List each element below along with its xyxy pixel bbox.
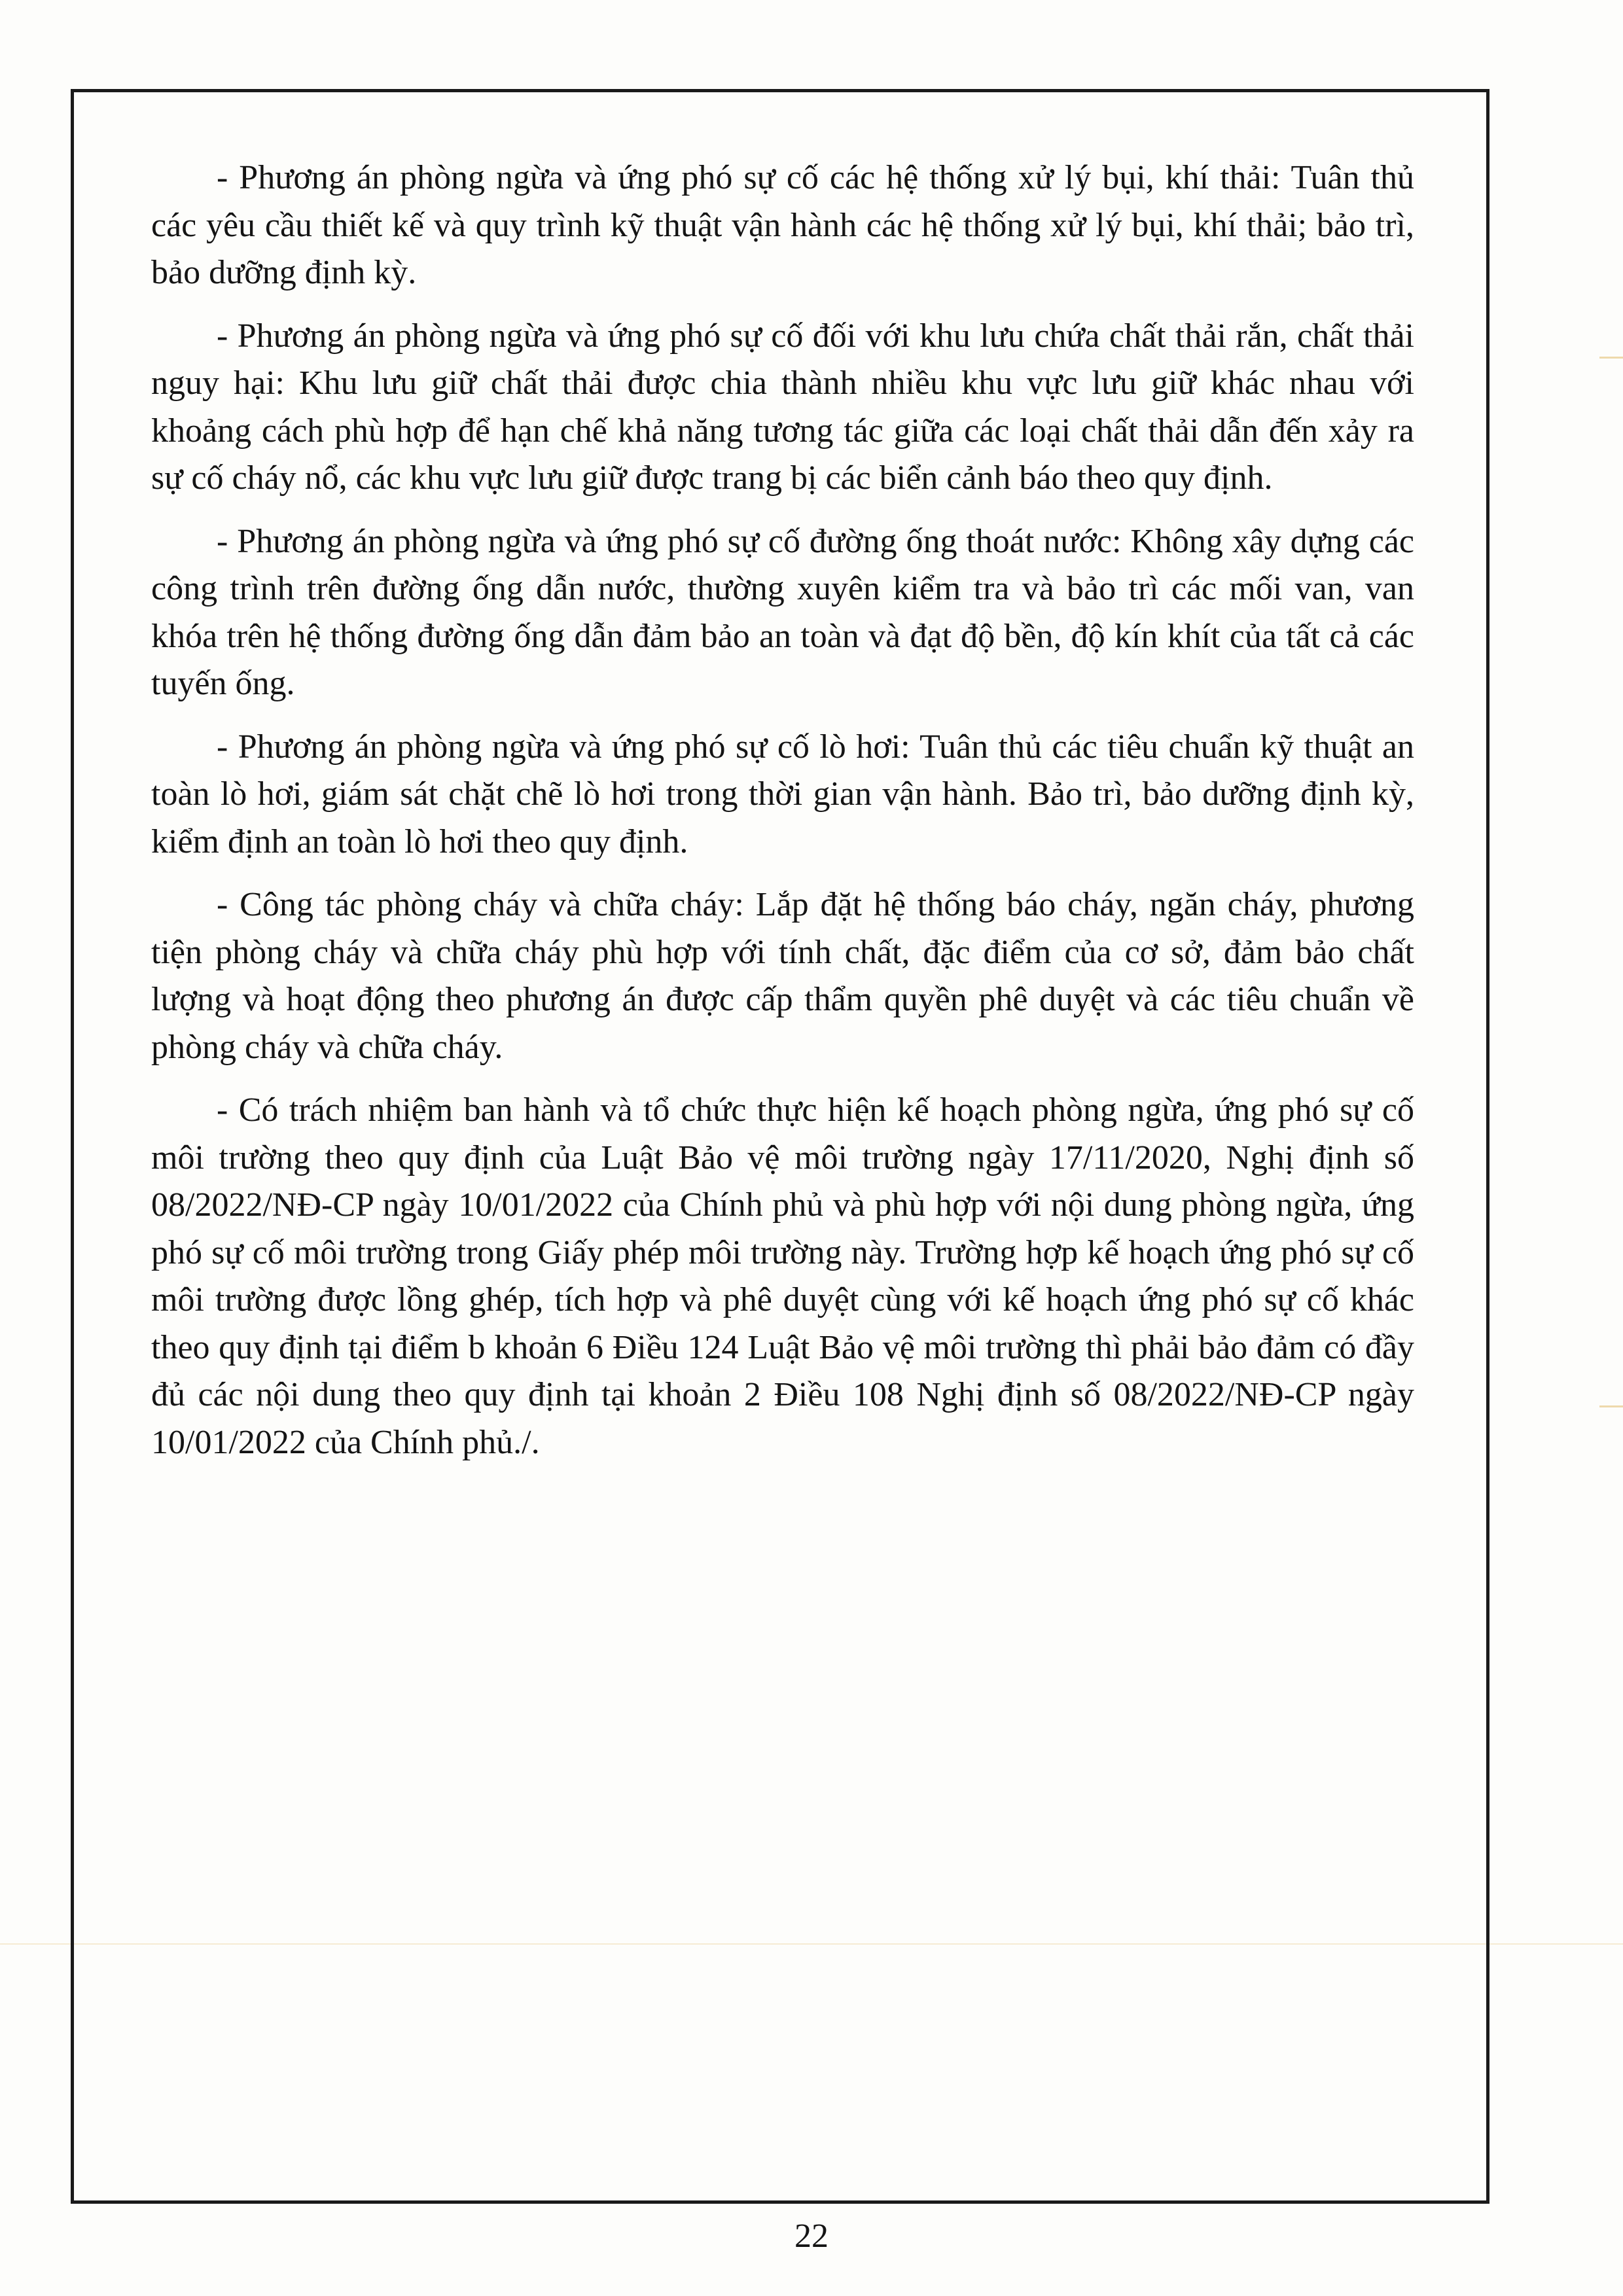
paragraph-solid-hazardous-waste-storage: - Phương án phòng ngừa và ứng phó sự cố đối với khu lưu chứa chất thải rắn, chất thải nguy hại: Khu lưu giữ chất thải được chia thành nhiều khu vực lưu giữ khác nhau với khoảng cách phù hợp để hạn chế khả năng tương tác giữa các loại chất thải dẫn đến xảy ra sự cố cháy nổ, các khu vực lưu giữ được trang bị các biển cảnh báo theo quy định. (151, 317, 1414, 497)
scan-artifact-mark (1599, 1405, 1623, 1407)
page-number: 22 (794, 2217, 829, 2255)
paragraph-environmental-incident-plan: - Có trách nhiệm ban hành và tổ chức thực hiện kế hoạch phòng ngừa, ứng phó sự cố môi trường theo quy định của Luật Bảo vệ môi trường ngày 17/11/2020, Nghị định số 08/2022/NĐ-CP ngày 10/01/2022 của Chính phủ và phù hợp với nội dung phòng ngừa, ứng phó sự cố môi trường trong Giấy phép môi trường này. Trường hợp kế hoạch ứng phó sự cố môi trường được lồng ghép, tích hợp và phê duyệt cùng với kế hoạch ứng phó sự cố khác theo quy định tại điểm b khoản 6 Điều 124 Luật Bảo vệ môi trường thì phải bảo đảm có đầy đủ các nội dung theo quy định tại khoản 2 Điều 108 Nghị định số 08/2022/NĐ-CP ngày 10/01/2022 của Chính phủ./. (151, 1091, 1414, 1461)
page-border-frame (71, 89, 1489, 2204)
paragraph-fire-prevention: - Công tác phòng cháy và chữa cháy: Lắp đặt hệ thống báo cháy, ngăn cháy, phương tiện phòng cháy và chữa cháy phù hợp với tính chất, đặc điểm của cơ sở, đảm bảo chất lượng và hoạt động theo phương án được cấp thẩm quyền phê duyệt và các tiêu chuẩn về phòng cháy và chữa cháy. (151, 886, 1414, 1066)
document-body (151, 154, 1414, 1482)
paragraph-drainage-pipeline: - Phương án phòng ngừa và ứng phó sự cố đường ống thoát nước: Không xây dựng các công trình trên đường ống dẫn nước, thường xuyên kiểm tra và bảo trì các mối van, van khóa trên hệ thống đường ống dẫn đảm bảo an toàn và đạt độ bền, độ kín khít của tất cả các tuyến ống. (151, 522, 1414, 702)
scan-artifact-mark (1599, 357, 1623, 359)
paragraph-boiler-incidents: - Phương án phòng ngừa và ứng phó sự cố lò hơi: Tuân thủ các tiêu chuẩn kỹ thuật an toàn lò hơi, giám sát chặt chẽ lò hơi trong thời gian vận hành. Bảo trì, bảo dưỡng định kỳ, kiểm định an toàn lò hơi theo quy định. (151, 728, 1414, 860)
paragraph-dust-emission-incidents: - Phương án phòng ngừa và ứng phó sự cố các hệ thống xử lý bụi, khí thải: Tuân thủ các yêu cầu thiết kế và quy trình kỹ thuật vận hành các hệ thống xử lý bụi, khí thải; bảo trì, bảo dưỡng định kỳ. (151, 159, 1414, 291)
